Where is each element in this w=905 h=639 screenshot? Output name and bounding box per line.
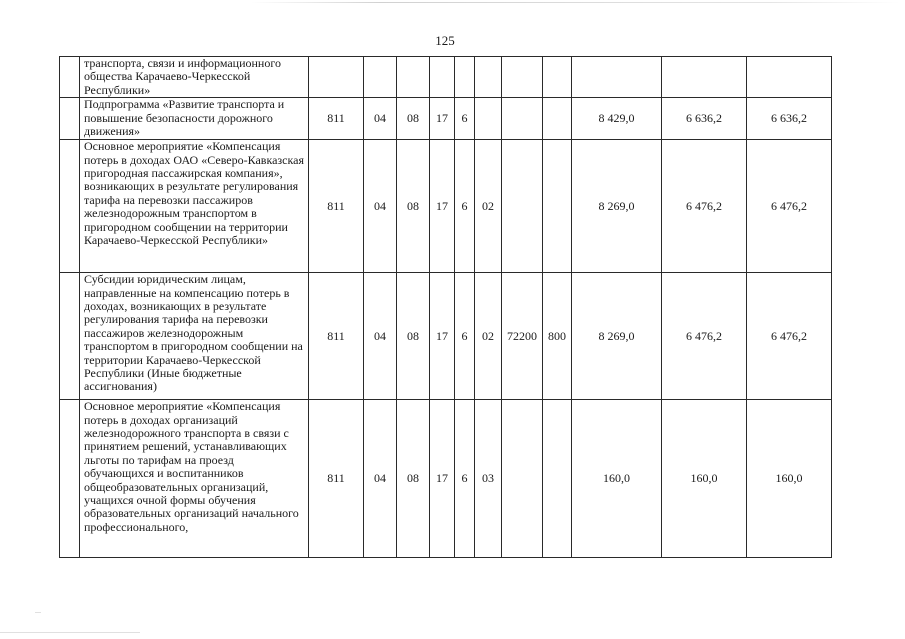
expense-type-cell	[543, 57, 572, 98]
expense-type-cell	[543, 140, 572, 273]
row-name-cell: Основное мероприятие «Компенсация потерь в доходах организаций железнодорожного транспорта в связи с принятием решений, устанавливающих льготы по тарифам на проезд обучающихся и воспитанников общеобразовательных организаций, учащихся очной формы обучения образовательных организаций начального профессионального,	[80, 400, 309, 558]
activity-code-cell	[475, 57, 502, 98]
subsection-code-cell	[397, 57, 430, 98]
activity-code-cell	[475, 98, 502, 140]
direction-code-cell	[502, 98, 543, 140]
program-code-cell: 17	[430, 140, 455, 273]
row-name-cell: Субсидии юридическим лицам, направленные на компенсацию потерь в доходах, возникающих в результате регулирования тарифа на перевозки пассажиров железнодорожным транспортом в пригородном сообщении на территории Карачаево-Черкесской Республики (Иные бюджетные ассигнования)	[80, 273, 309, 400]
subsection-code-cell: 08	[397, 140, 430, 273]
amount-year-3-cell: 6 476,2	[747, 273, 832, 400]
amount-year-2-cell: 6 476,2	[662, 273, 747, 400]
section-code-cell: 04	[364, 140, 397, 273]
program-code-cell: 17	[430, 400, 455, 558]
ministry-code-cell: 811	[309, 140, 364, 273]
amount-year-1-cell	[572, 57, 662, 98]
direction-code-cell	[502, 57, 543, 98]
direction-code-cell: 72200	[502, 273, 543, 400]
amount-year-1-cell: 8 429,0	[572, 98, 662, 140]
expense-type-cell: 800	[543, 273, 572, 400]
subprogram-code-cell: 6	[455, 273, 475, 400]
amount-year-1-cell: 160,0	[572, 400, 662, 558]
subprogram-code-cell: 6	[455, 400, 475, 558]
page-number: 125	[435, 33, 455, 48]
table-row	[60, 140, 832, 273]
amount-year-1-cell: 8 269,0	[572, 140, 662, 273]
direction-code-cell	[502, 400, 543, 558]
row-name-cell: Подпрограмма «Развитие транспорта и повышение безопасности дорожного движения»	[80, 98, 309, 140]
amount-year-2-cell: 6 636,2	[662, 98, 747, 140]
budget-table	[59, 56, 832, 558]
subprogram-code-cell: 6	[455, 98, 475, 140]
activity-code-cell: 03	[475, 400, 502, 558]
row-number-cell	[60, 98, 80, 140]
row-number-cell	[60, 400, 80, 558]
program-code-cell: 17	[430, 98, 455, 140]
amount-year-3-cell: 160,0	[747, 400, 832, 558]
amount-year-3-cell: 6 636,2	[747, 98, 832, 140]
row-number-cell	[60, 140, 80, 273]
amount-year-2-cell: 160,0	[662, 400, 747, 558]
row-name-cell: Основное мероприятие «Компенсация потерь в доходах ОАО «Северо-Кавказская пригородная пассажирская компания», возникающих в результате регулирования тарифа на перевозки пассажиров железнодорожным транспортом в пригородном сообщении на территории Карачаево-Черкесской Республики»	[80, 140, 309, 273]
table-body	[60, 57, 832, 558]
subprogram-code-cell: 6	[455, 140, 475, 273]
section-code-cell	[364, 57, 397, 98]
expense-type-cell	[543, 98, 572, 140]
table-row	[60, 98, 832, 140]
scan-edge	[250, 2, 900, 3]
table-row	[60, 400, 832, 558]
activity-code-cell: 02	[475, 140, 502, 273]
program-code-cell: 17	[430, 273, 455, 400]
amount-year-2-cell	[662, 57, 747, 98]
activity-code-cell: 02	[475, 273, 502, 400]
subsection-code-cell: 08	[397, 273, 430, 400]
scan-speck	[35, 612, 41, 613]
direction-code-cell	[502, 140, 543, 273]
subprogram-code-cell	[455, 57, 475, 98]
row-name-cell: транспорта, связи и информационного общества Карачаево-Черкесской Республики»	[80, 57, 309, 98]
expense-type-cell	[543, 400, 572, 558]
amount-year-3-cell: 6 476,2	[747, 140, 832, 273]
ministry-code-cell	[309, 57, 364, 98]
ministry-code-cell: 811	[309, 400, 364, 558]
program-code-cell	[430, 57, 455, 98]
table-row	[60, 273, 832, 400]
amount-year-2-cell: 6 476,2	[662, 140, 747, 273]
amount-year-1-cell: 8 269,0	[572, 273, 662, 400]
ministry-code-cell: 811	[309, 98, 364, 140]
subsection-code-cell: 08	[397, 98, 430, 140]
section-code-cell: 04	[364, 273, 397, 400]
row-number-cell	[60, 57, 80, 98]
amount-year-3-cell	[747, 57, 832, 98]
section-code-cell: 04	[364, 98, 397, 140]
subsection-code-cell: 08	[397, 400, 430, 558]
row-number-cell	[60, 273, 80, 400]
scan-speck	[0, 632, 140, 633]
ministry-code-cell: 811	[309, 273, 364, 400]
table-row	[60, 57, 832, 98]
section-code-cell: 04	[364, 400, 397, 558]
